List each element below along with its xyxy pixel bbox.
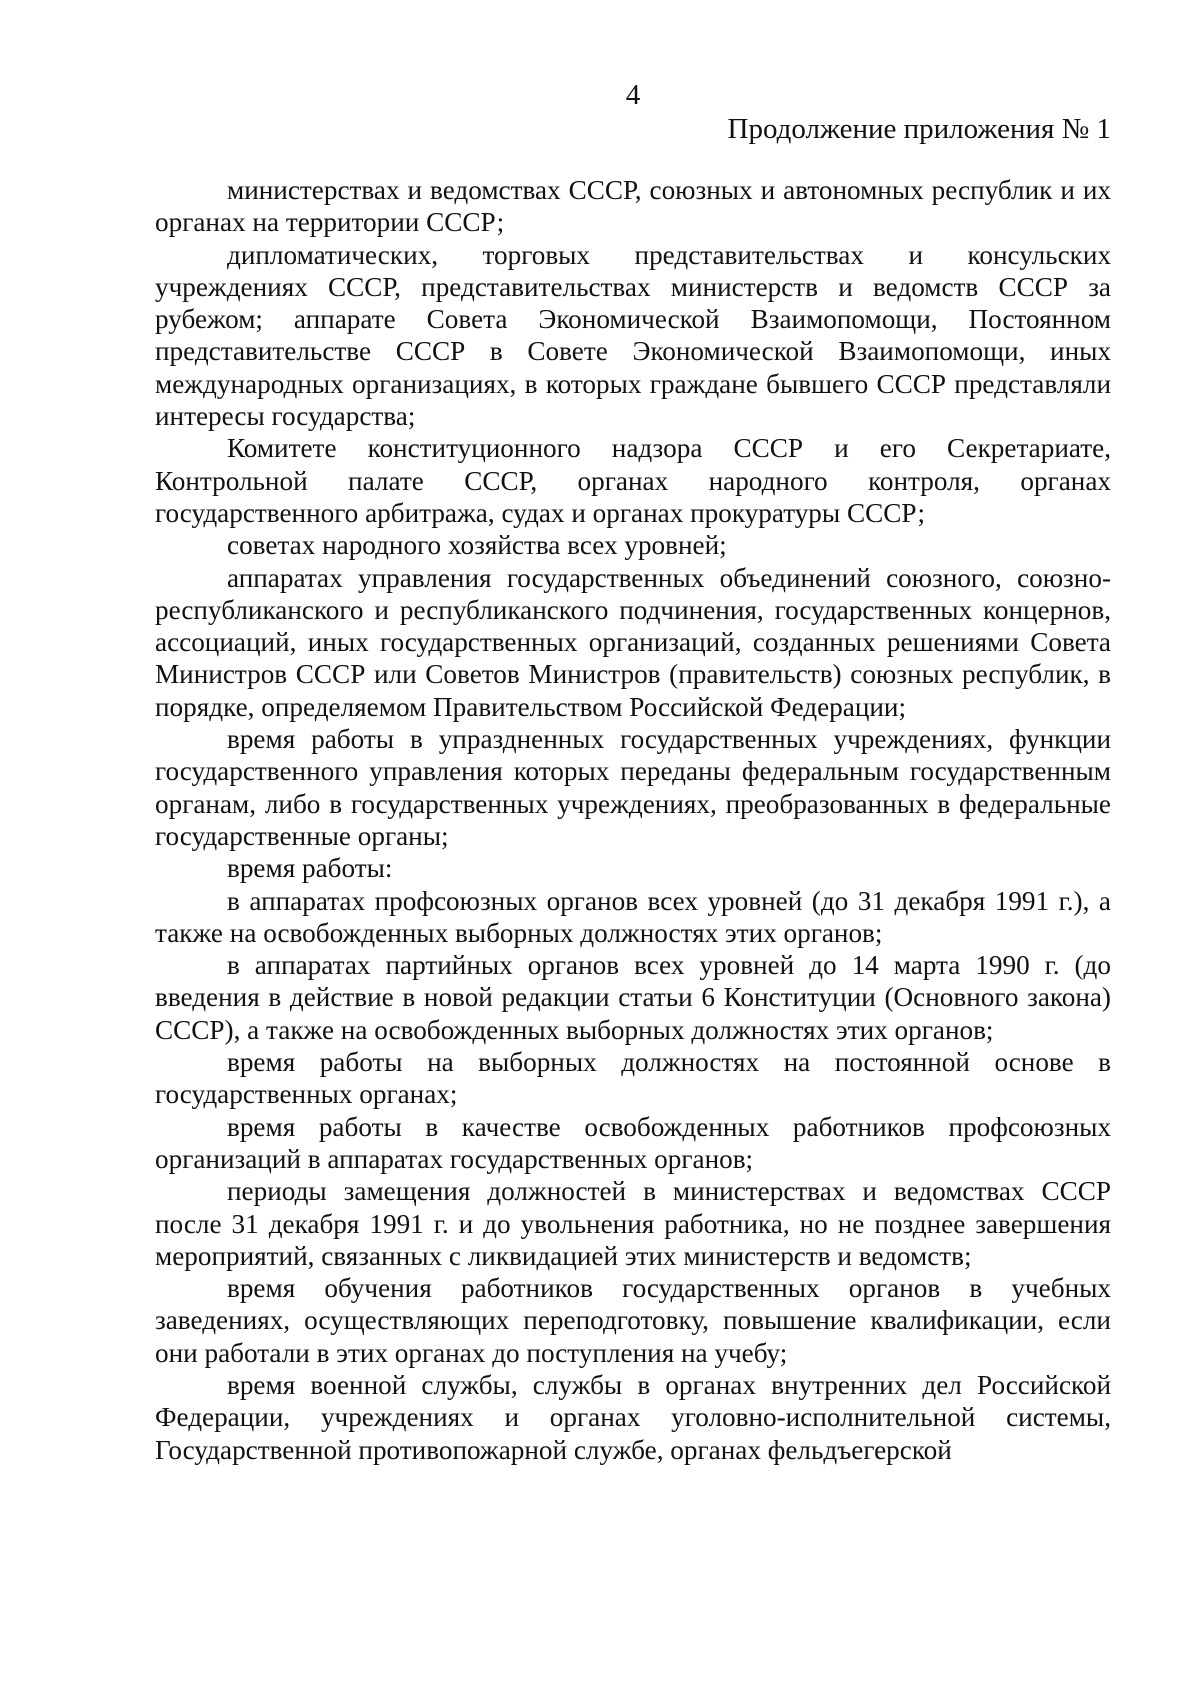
page-number: 4 [625,79,641,111]
paragraph: Комитете конституционного надзора СССР и его Секретариате, Контрольной палате СССР, органах народного контроля, органах государственного арбитража, судах и органах прокуратуры СССР; [155,433,1111,528]
paragraph: советах народного хозяйства всех уровней; [227,530,727,561]
paragraph: время работы: [227,853,393,884]
paragraph: время работы в качестве освобожденных работников профсоюзных организаций в аппаратах государственных органов; [155,1111,1111,1174]
paragraph: аппаратах управления государственных объединений союзного, союзно-республиканского и республиканского подчинения, государственных концернов, ассоциаций, иных государственных организаций, созданных решениями Совета Министров СССР или Советов Министров (правительств) союзных республик, в порядке, определяемом Правительством Российской Федерации; [155,562,1111,722]
paragraph: время обучения работников государственных органов в учебных заведениях, осуществляющих переподготовку, повышение квалификации, если они работали в этих органах до поступления на учебу; [155,1273,1111,1368]
paragraph: периоды замещения должностей в министерствах и ведомствах СССР после 31 декабря 1991 г. и до увольнения работника, но не позднее завершения мероприятий, связанных с ликвидацией этих министерств и ведомств; [155,1176,1111,1271]
paragraph: время работы на выборных должностях на постоянной основе в государственных органах; [155,1047,1111,1110]
paragraph: время работы в упраздненных государственных учреждениях, функции государственного управления которых переданы федеральным государственным органам, либо в государственных учреждениях, преобразованных в федеральные государственные органы; [155,724,1111,851]
paragraph: дипломатических, торговых представительствах и консульских учреждениях СССР, представительствах министерств и ведомств СССР за рубежом; аппарате Совета Экономической Взаимопомощи, Постоянном представительстве СССР в Совете Экономической Взаимопомощи, иных международных организациях, в которых граждане бывшего СССР представляли интересы государства; [155,239,1111,432]
paragraph: время военной службы, службы в органах внутренних дел Российской Федерации, учреждениях и органах уголовно-исполнительной системы, Государственной противопожарной службе, органах фельдъегерской [155,1369,1111,1465]
document-body [155,174,1111,1466]
paragraph: министерствах и ведомствах СССР, союзных и автономных республик и их органах на территории СССР; [155,175,1111,238]
paragraph: в аппаратах партийных органов всех уровней до 14 марта 1990 г. (до введения в действие в новой редакции статьи 6 Конституции (Основного закона) СССР), а также на освобожденных выборных должностях этих органов; [155,950,1111,1045]
appendix-continuation-note: Продолжение приложения № 1 [727,113,1111,145]
paragraph: в аппаратах профсоюзных органов всех уровней (до 31 декабря 1991 г.), а также на освобожденных выборных должностях этих органов; [155,885,1111,948]
